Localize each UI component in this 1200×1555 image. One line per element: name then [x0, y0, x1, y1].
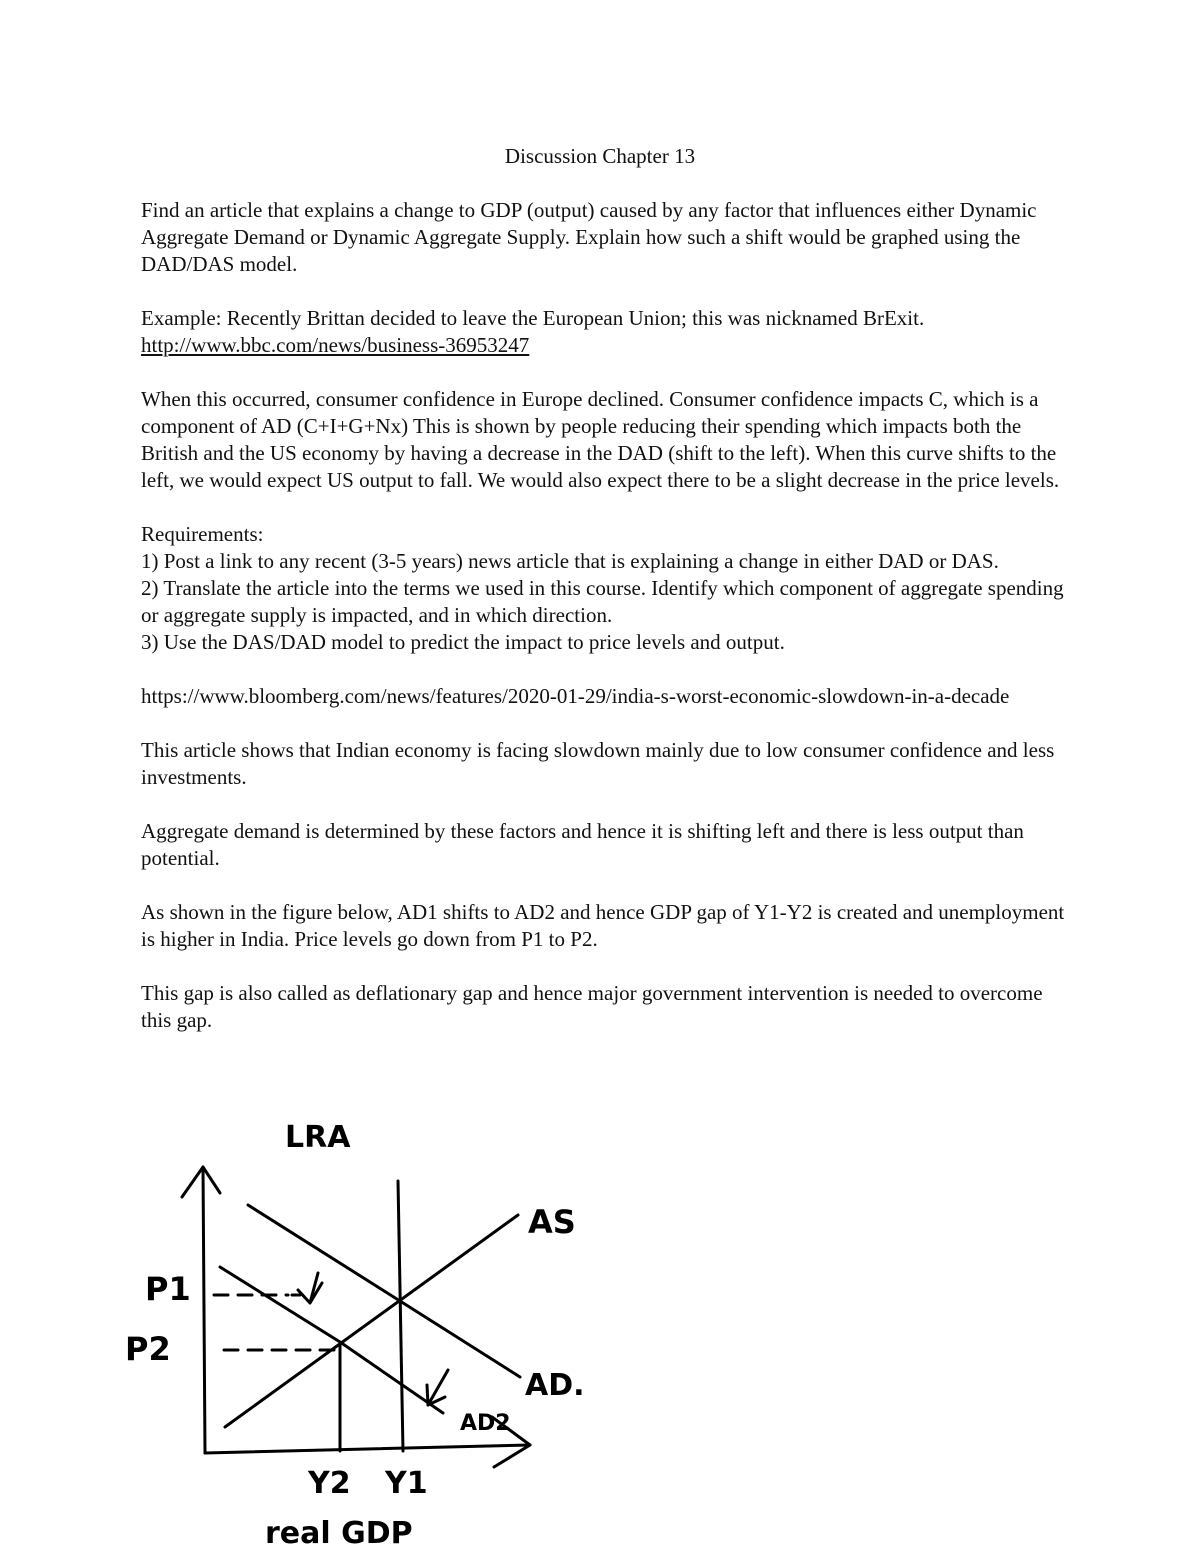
ad2-curve [220, 1267, 443, 1413]
explanation-paragraph: When this occurred, consumer confidence in Europe declined. Consumer confidence impacts C, which is a component of AD (C+I+G+Nx) This is shown by people reducing their spending which impacts both the British and the US economy by having a decrease in the DAD (shift to the left). When this curve shifts to the left, we would expect US output to fall. We would also expect there to be a slight decrease in the price levels. [141, 387, 1060, 492]
hand-drawn-dad-das-graph [100, 1105, 660, 1550]
shift-arrow-2 [427, 1370, 448, 1405]
shift-arrow-1 [298, 1273, 322, 1303]
as-label: AS [528, 1203, 576, 1241]
answer-paragraph-1: This article shows that Indian economy is facing slowdown mainly due to low consumer confidence and less investments. [141, 738, 1055, 789]
y2-label: Y2 [308, 1466, 351, 1501]
requirement-item-2: 2) Translate the article into the terms we used in this course. Identify which component of aggregate spending or aggregate supply is impacted, and in which direction. [141, 576, 1064, 627]
lra-curve [398, 1181, 403, 1451]
requirement-item-1: 1) Post a link to any recent (3-5 years) news article that is explaining a change in either DAD or DAS. [141, 549, 999, 573]
x-axis [205, 1445, 530, 1453]
requirements-block [141, 521, 1071, 656]
requirement-item-3: 3) Use the DAS/DAD model to predict the impact to price levels and output. [141, 630, 785, 654]
answer-url[interactable]: https://www.bloomberg.com/news/features/2020-01-29/india-s-worst-economic-slowdown-in-a-decade [141, 684, 1010, 708]
y-axis-arrow [182, 1167, 220, 1197]
document-title: Discussion Chapter 13 [504, 144, 696, 168]
x-axis-label: real GDP [265, 1516, 413, 1550]
example-paragraph [141, 305, 1071, 359]
p2-label: P2 [125, 1330, 171, 1368]
example-link[interactable]: http://www.bbc.com/news/business-36953247 [141, 333, 530, 357]
answer-paragraph-2: Aggregate demand is determined by these factors and hence it is shifting left and there is less output than potential. [141, 819, 1024, 870]
answer-paragraph-3: As shown in the figure below, AD1 shifts to AD2 and hence GDP gap of Y1-Y2 is created and unemployment is higher in India. Price levels go down from P1 to P2. [141, 900, 1065, 951]
ad2-label: AD2 [460, 1411, 511, 1436]
requirements-heading: Requirements: [141, 522, 264, 546]
graph-svg [100, 1105, 660, 1550]
example-text: Example: Recently Brittan decided to leave the European Union; this was nicknamed BrExit. [141, 306, 925, 330]
ad1-label: AD. [525, 1368, 585, 1403]
ad1-curve [248, 1205, 520, 1377]
y-axis [203, 1167, 205, 1453]
as-curve [225, 1215, 518, 1427]
y1-label: Y1 [385, 1466, 428, 1501]
lra-label: LRA [285, 1120, 351, 1155]
assignment-prompt: Find an article that explains a change to GDP (output) caused by any factor that influences either Dynamic Aggregate Demand or Dynamic Aggregate Supply. Explain how such a shift would be graphed using the DAD/DAS model. [141, 198, 1037, 276]
answer-paragraph-4: This gap is also called as deflationary gap and hence major government intervention is needed to overcome this gap. [141, 981, 1043, 1032]
document-body [141, 197, 1071, 1034]
p1-label: P1 [145, 1270, 191, 1308]
